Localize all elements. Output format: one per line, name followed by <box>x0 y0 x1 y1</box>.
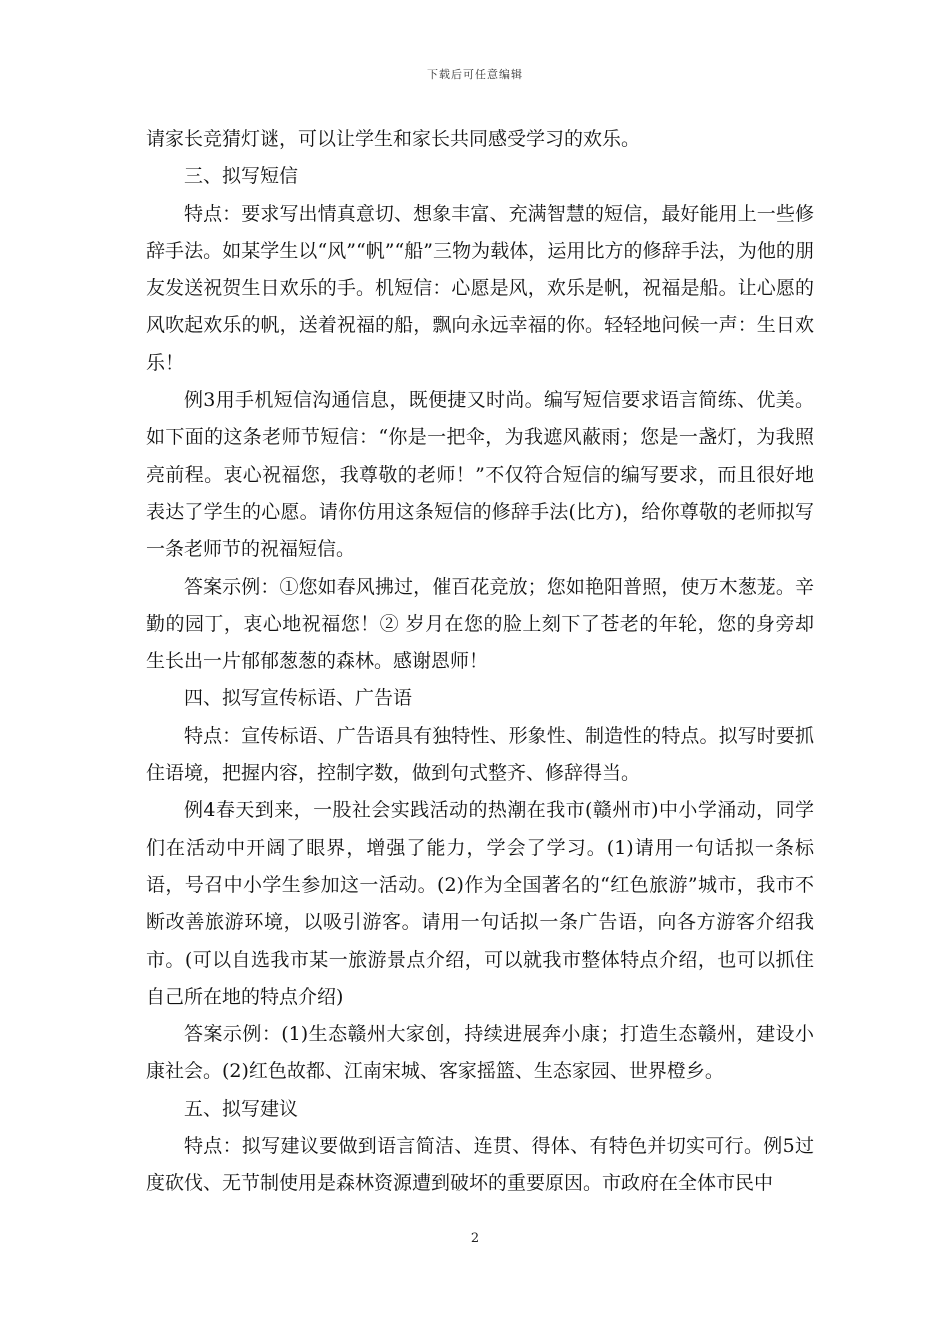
paragraph: 例3用手机短信沟通信息，既便捷又时尚。编写短信要求语言简练、优美。如下面的这条老师节短信：“你是一把伞，为我遮风蔽雨；您是一盏灯，为我照亮前程。衷心祝福您，我尊敬的老师！”不仅符合短信的编写要求，而且很好地表达了学生的心愿。请你仿用这条短信的修辞手法(比方)，给你尊敬的老师拟写一条老师节的祝福短信。 <box>146 389 814 561</box>
paragraph: 请家长竞猜灯谜，可以让学生和家长共同感受学习的欢乐。 <box>146 128 641 150</box>
paragraph: 答案示例：(1)生态赣州大家创，持续进展奔小康；打造生态赣州，建设小康社会。(2)红色故都、江南宋城、客家摇篮、生态家园、世界橙乡。 <box>146 1023 814 1083</box>
paragraph: 特点：拟写建议要做到语言简洁、连贯、得体、有特色并切实可行。例5过度砍伐、无节制使用是森林资源遭到破坏的重要原因。市政府在全体市民中 <box>146 1135 814 1195</box>
paragraph: 四、拟写宣传标语、广告语 <box>184 687 413 710</box>
paragraph: 三、拟写短信 <box>184 165 299 188</box>
page-header: 下载后可任意编辑 <box>427 68 523 81</box>
paragraph: 例4春天到来，一股社会实践活动的热潮在我市(赣州市)中小学涌动，同学们在活动中开阔了眼界，增强了能力，学会了学习。(1)请用一句话拟一条标语，号召中小学生参加这一活动。(2)作为全国著名的“红色旅游”城市，我市不断改善旅游环境，以吸引游客。请用一句话拟一条广告语，向各方游客介绍我市。(可以自选我市某一旅游景点介绍，可以就我市整体特点介绍，也可以抓住自己所在地的特点介绍) <box>146 799 814 1008</box>
paragraph: 答案示例：①您如春风拂过，催百花竞放；您如艳阳普照，使万木葱茏。辛勤的园丁，衷心地祝福您！② 岁月在您的脸上刻下了苍老的年轮，您的身旁却生长出一片郁郁葱葱的森林。感谢恩师！ <box>146 575 814 673</box>
document-body <box>146 121 814 1203</box>
paragraph: 特点：宣传标语、广告语具有独特性、形象性、制造性的特点。拟写时要抓住语境，把握内容，控制字数，做到句式整齐、修辞得当。 <box>146 724 814 785</box>
page-number: 2 <box>470 1231 480 1246</box>
paragraph: 五、拟写建议 <box>184 1097 299 1120</box>
paragraph: 特点：要求写出情真意切、想象丰富、充满智慧的短信，最好能用上一些修辞手法。如某学生以“风”“帆”“船”三物为载体，运用比方的修辞手法，为他的朋友发送祝贺生日欢乐的手。机短信：心愿是风，欢乐是帆，祝福是船。让心愿的风吹起欢乐的帆，送着祝福的船，飘向永远幸福的你。轻轻地问候一声：生日欢乐！ <box>146 202 814 374</box>
